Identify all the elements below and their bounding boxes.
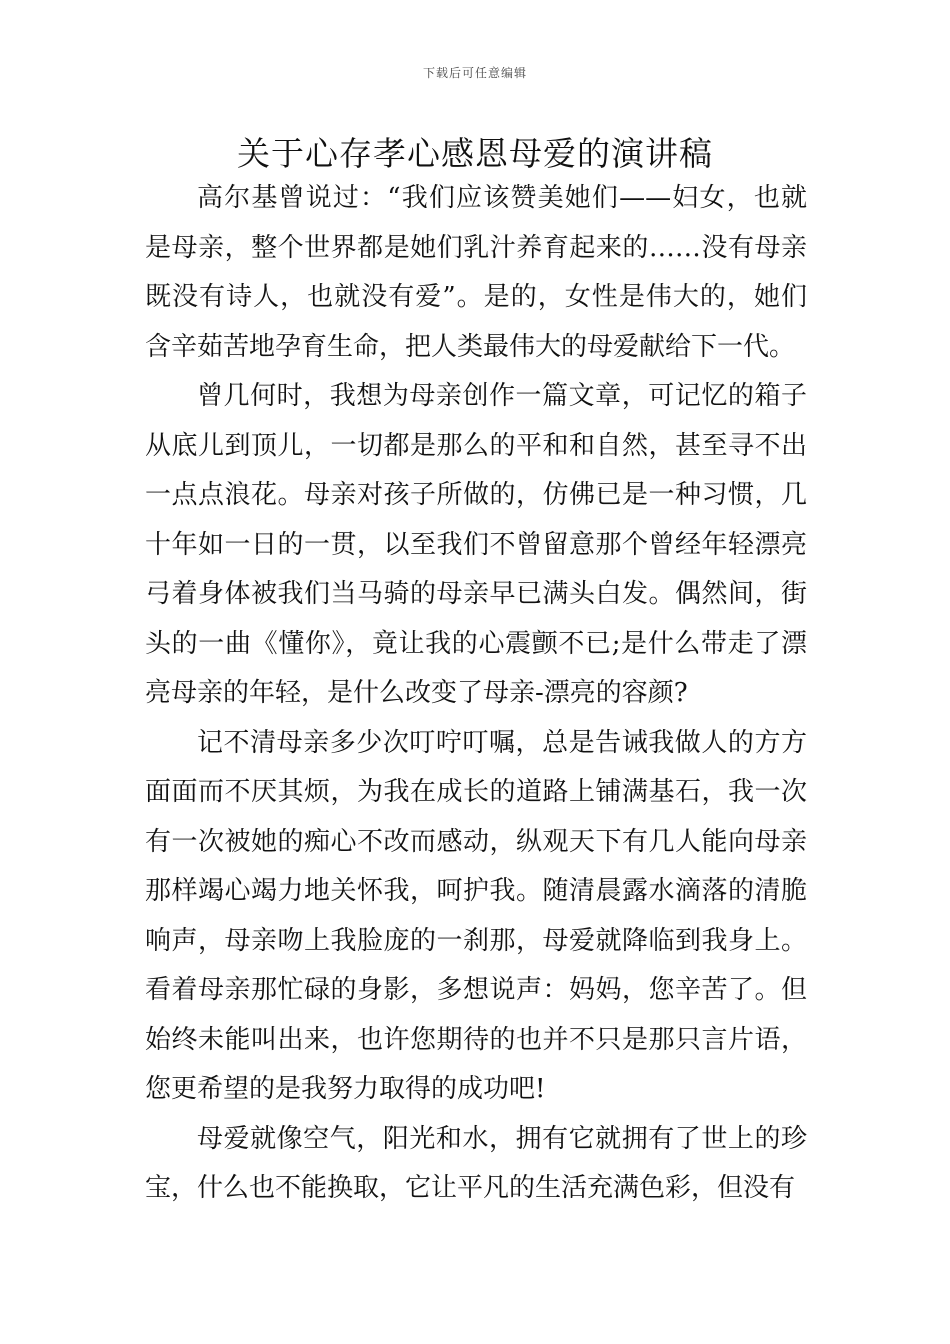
document-title: 关于心存孝心感恩母爱的演讲稿 [237, 134, 713, 173]
header-note: 下载后可任意编辑 [422, 66, 527, 80]
paragraph: 高尔基曾说过：“我们应该赞美她们——妇女，也就是母亲，整个世界都是她们乳汁养育起来的……没有母亲既没有诗人，也就没有爱”。是的，女性是伟大的，她们含辛茹苦地孕育生命，把人类最伟大的母爱献给下一代。 [145, 183, 807, 362]
paragraph: 母爱就像空气，阳光和水，拥有它就拥有了世上的珍宝，什么也不能换取，它让平凡的生活充满色彩，但没有 [145, 1123, 807, 1203]
paragraph: 曾几何时，我想为母亲创作一篇文章，可记忆的箱子从底儿到顶儿，一切都是那么的平和和自然，甚至寻不出一点点浪花。母亲对孩子所做的，仿佛已是一种习惯，几十年如一日的一贯，以至我们不曾留意那个曾经年轻漂亮弓着身体被我们当马骑的母亲早已满头白发。偶然间，街头的一曲《懂你》，竟让我的心震颤不已;是什么带走了漂亮母亲的年轻，是什么改变了母亲-漂亮的容颜? [145, 381, 807, 708]
paragraph: 记不清母亲多少次叮咛叮嘱，总是告诫我做人的方方面面而不厌其烦，为我在成长的道路上铺满基石，我一次有一次被她的痴心不改而感动，纵观天下有几人能向母亲那样竭心竭力地关怀我，呵护我。随清晨露水滴落的清脆响声，母亲吻上我脸庞的一刹那，母爱就降临到我身上。看着母亲那忙碌的身影，多想说声：妈妈，您辛苦了。但始终未能叫出来，也许您期待的也并不只是那只言片语，您更希望的是我努力取得的成功吧! [145, 727, 807, 1104]
document-body [145, 174, 807, 1214]
